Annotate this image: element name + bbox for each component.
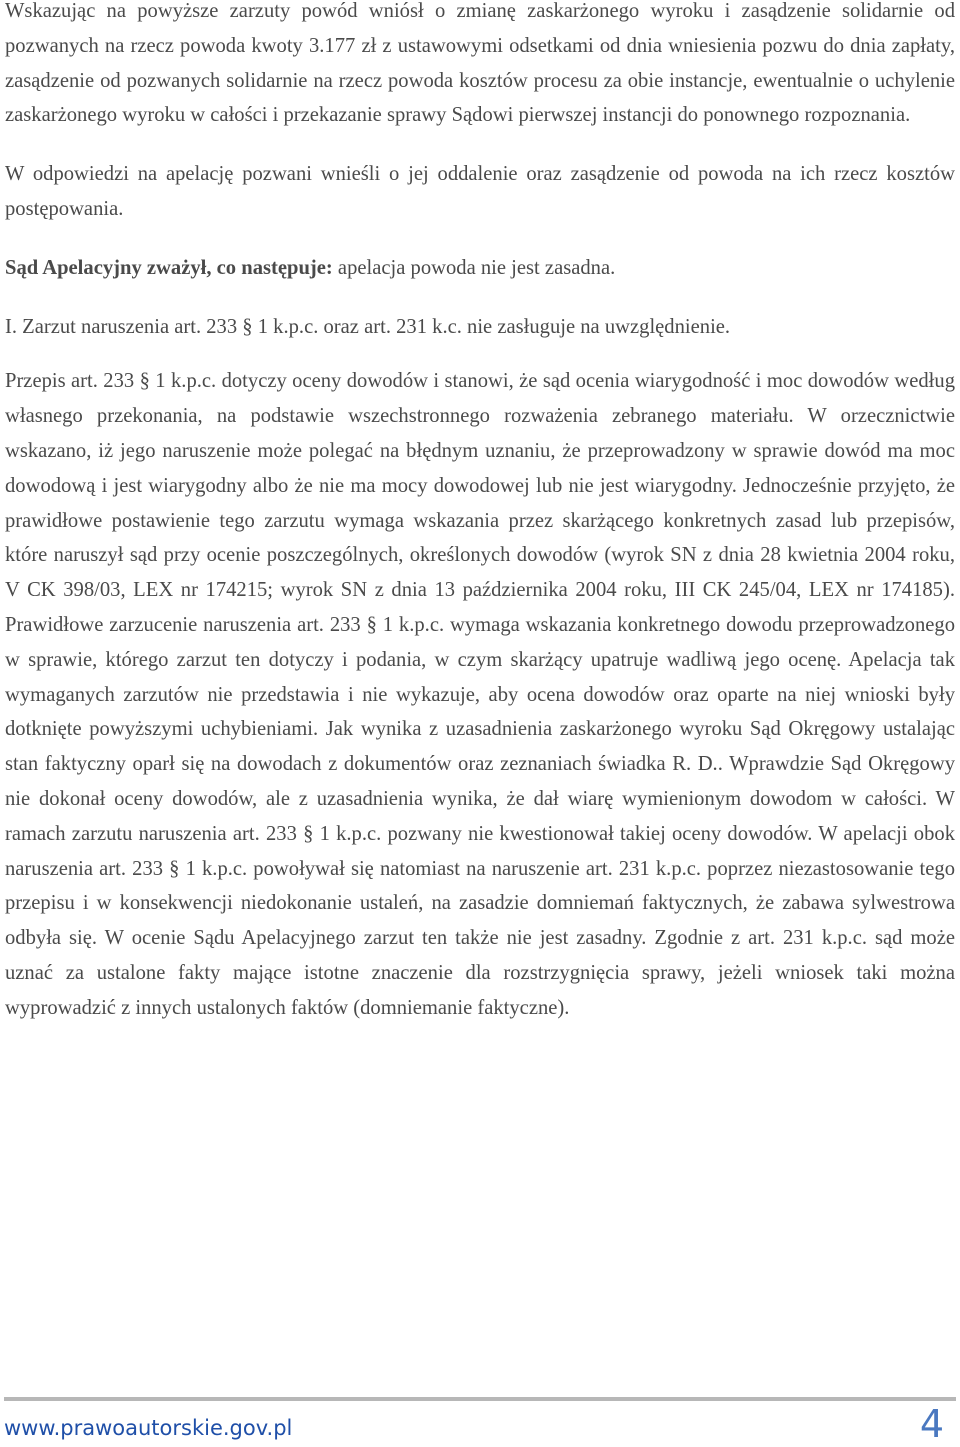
paragraph-article-233: Przepis art. 233 § 1 k.p.c. dotyczy oceny dowodów i stanowi, że sąd ocenia wiarygodność i moc dowodów według własnego przekonania, na podstawie wszechstronnego rozważenia zebranego materiału. W orzecznictwie wskazano, iż jego naruszenie może polegać na błędnym uznaniu, że przeprowadzony w sprawie dowód ma moc dowodową i jest wiarygodny albo że nie ma mocy dowodowej lub nie jest wiarygodny. Jednocześnie przyjęto, że prawidłowe postawienie tego zarzutu wymaga wskazania przez skarżącego konkretnych zasad lub przepisów, które naruszył sąd przy ocenie poszczególnych, określonych dowodów (wyrok SN z dnia 28 kwietnia 2004 roku, V CK 398/03, LEX nr 174215; wyrok SN z dnia 13 października 2004 roku, III CK 245/04, LEX nr 174185). Prawidłowe zarzucenie naruszenia art. 233 § 1 k.p.c. wymaga wskazania konkretnego dowodu przeprowadzonego w sprawie, którego zarzut ten dotyczy i podania, w czym skarżący upatruje wadliwą jego ocenę. Apelacja tak wymaganych zarzutów nie przedstawia i nie wykazuje, aby ocena dowodów oraz oparte na niej wnioski były dotknięte powyższymi uchybieniami. Jak wynika z uzasadnienia zaskarżonego wyroku Sąd Okręgowy ustalając stan faktyczny oparł się na dowodach z dokumentów oraz zeznaniach świadka R. D.. Wprawdzie Sąd Okręgowy nie dokonał oceny dowodów, ale z uzasadnienia wynika, że dał wiarę wymienionym dowodom w całości. W ramach zarzutu naruszenia art. 233 § 1 k.p.c. pozwany nie kwestionował takiej oceny dowodów. W apelacji obok naruszenia art. 233 § 1 k.p.c. powoływał się natomiast na naruszenie art. 231 k.p.c. poprzez niezastosowanie tego przepisu i w konsekwencji niedokonanie ustaleń, na zasadzie domniemań faktycznych, że zabawa sylwestrowa odbyła się. W ocenie Sądu Apelacyjnego zarzut ten także nie jest zasadny. Zgodnie z art. 231 k.p.c. sąd może uznać za ustalone fakty mające istotne znaczenie dla rozstrzygnięcia sprawy, jeżeli wniosek taki można wyprowadzić z innych ustalonych faktów (domniemanie faktyczne). — [5, 370, 955, 1019]
paragraph-response: W odpowiedzi na apelację pozwani wnieśli o jej oddalenie oraz zasądzenie od powoda na ich rzecz kosztów postępowania. — [5, 163, 955, 220]
court-considered-heading: Sąd Apelacyjny zważył, co następuje: — [5, 256, 333, 279]
page-number: 4 — [919, 1402, 944, 1446]
paragraph-appeal-demands: Wskazując na powyższe zarzuty powód wniósł o zmianę zaskarżonego wyroku i zasądzenie solidarnie od pozwanych na rzecz powoda kwoty 3.177 zł z ustawowymi odsetkami od dnia wniesienia pozwu do dnia zapłaty, zasądzenie od pozwanych solidarnie na rzecz powoda kosztów procesu za obie instancje, ewentualnie o uchylenie zaskarżonego wyroku w całości i przekazanie sprawy Sądowi pierwszej instancji do ponownego rozpoznania. — [5, 0, 955, 127]
footer-website-link[interactable]: www.prawoautorskie.gov.pl — [4, 1416, 293, 1440]
paragraph-section-i: I. Zarzut naruszenia art. 233 § 1 k.p.c. oraz art. 231 k.c. nie zasługuje na uwzględnienie. — [5, 315, 731, 338]
court-considered-text: apelacja powoda nie jest zasadna. — [332, 256, 616, 279]
footer-divider — [4, 1397, 956, 1401]
paragraph-court-considered — [5, 251, 955, 286]
document-body — [5, 0, 955, 1026]
